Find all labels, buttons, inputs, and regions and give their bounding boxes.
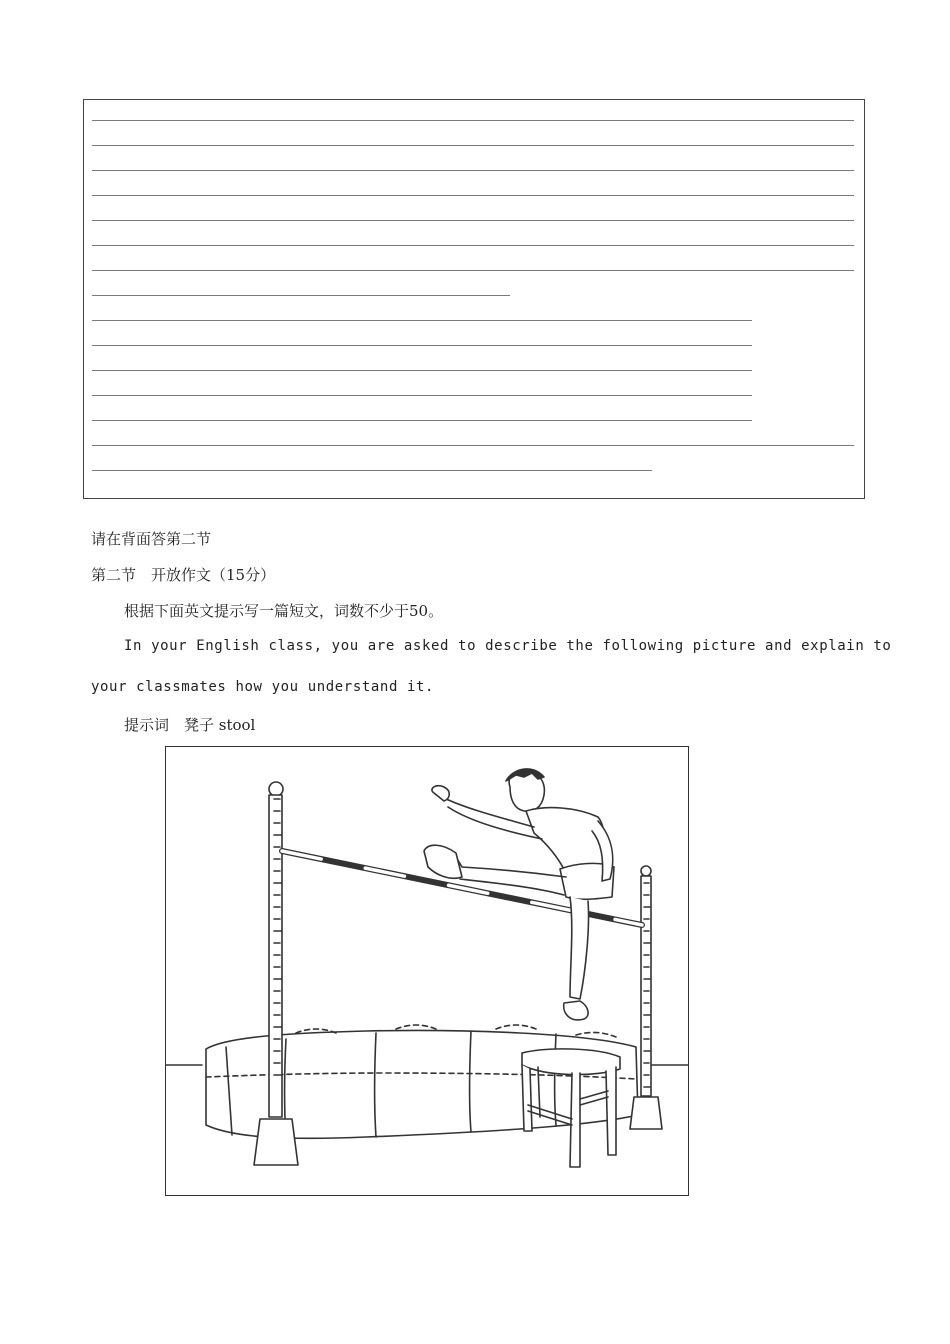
writing-line (92, 170, 854, 171)
back-side-note: 请在背面答第二节 (91, 530, 212, 548)
writing-line (92, 220, 854, 221)
hint-words: 提示词 凳子 stool (124, 716, 256, 734)
writing-line (92, 245, 854, 246)
prompt-line-1: In your English class, you are asked to describe the following picture and explain to (124, 638, 892, 654)
writing-line (92, 320, 752, 321)
writing-line (92, 270, 854, 271)
writing-line (92, 470, 652, 471)
section-heading: 第二节 开放作文（15分） (91, 566, 276, 584)
writing-line (92, 445, 854, 446)
writing-line (92, 295, 510, 296)
writing-line (92, 195, 854, 196)
writing-line (92, 395, 752, 396)
answer-writing-box[interactable] (83, 99, 865, 499)
writing-line (92, 370, 752, 371)
writing-line (92, 145, 854, 146)
writing-line (92, 120, 854, 121)
athlete (424, 769, 614, 1020)
instruction-text: 根据下面英文提示写一篇短文，词数不少于50。 (124, 602, 444, 620)
high-jump-illustration (165, 746, 689, 1196)
prompt-line-2: your classmates how you understand it. (91, 679, 435, 695)
writing-line (92, 420, 752, 421)
writing-line (92, 345, 752, 346)
